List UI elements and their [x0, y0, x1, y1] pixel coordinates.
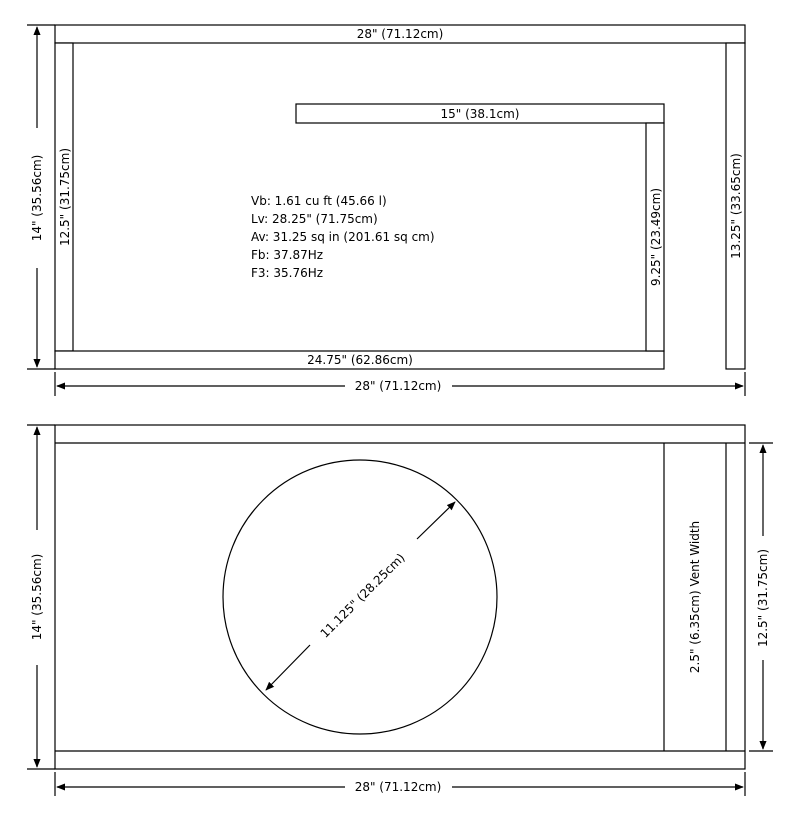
spec-f3: F3: 35.76Hz — [251, 266, 324, 280]
top-height-label: 14" (35.56cm) — [30, 154, 44, 242]
left-board-label: 12.5" (31.75cm) — [58, 147, 72, 247]
spec-av: Av: 31.25 sq in (201.61 sq cm) — [251, 230, 435, 244]
top-width-dimension — [55, 372, 745, 396]
inner-vertical-label: 9.25" (23.49cm) — [649, 187, 663, 287]
vent-width-label: 2.5" (6.35cm) Vent Width — [688, 520, 702, 674]
spec-fb: Fb: 37.87Hz — [251, 248, 324, 262]
bottom-board-label: 24.75" (62.86cm) — [307, 353, 413, 367]
spec-vb: Vb: 1.61 cu ft (45.66 l) — [251, 194, 387, 208]
front-width-dimension — [55, 772, 745, 796]
front-width-label: 28" (71.12cm) — [354, 780, 442, 794]
top-height-dimension — [27, 25, 55, 369]
inner-board-label: 15" (38.1cm) — [440, 107, 520, 121]
top-width-label: 28" (71.12cm) — [354, 379, 442, 393]
front-right-height-dimension — [749, 443, 773, 751]
top-view — [27, 25, 745, 396]
spec-lv: Lv: 28.25" (71.75cm) — [251, 212, 378, 226]
right-board-label: 13.25" (33.65cm) — [729, 153, 743, 259]
front-height-dimension — [27, 425, 55, 769]
top-board-label: 28" (71.12cm) — [356, 27, 444, 41]
front-outline — [55, 425, 745, 769]
front-right-height-label: 12.5" (31.75cm) — [756, 548, 770, 648]
front-height-label: 14" (35.56cm) — [30, 553, 44, 641]
front-view — [27, 425, 773, 796]
cutout-diameter-label: 11.125" (28.25cm) — [317, 550, 408, 641]
specs-block — [251, 194, 435, 280]
